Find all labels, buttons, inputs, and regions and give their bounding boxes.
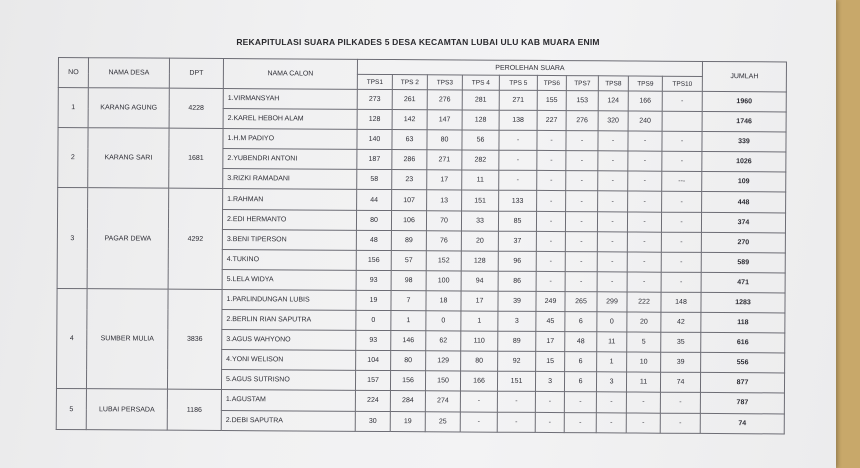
vote-cell: 94 <box>461 271 498 291</box>
vote-cell: 1 <box>391 311 426 331</box>
header-tps: TPS10 <box>662 76 702 91</box>
vote-cell: 133 <box>499 191 537 211</box>
candidate-name: 2.YUBENDRI ANTONI <box>223 149 357 170</box>
vote-cell: --- <box>662 172 702 192</box>
vote-cell: 80 <box>427 130 462 150</box>
vote-cell: 58 <box>357 170 392 190</box>
vote-cell: 100 <box>426 271 461 291</box>
vote-cell: 0 <box>426 311 461 331</box>
village-dpt: 1681 <box>169 128 223 189</box>
vote-cell: 92 <box>498 351 536 371</box>
vote-cell: 147 <box>427 110 462 130</box>
table-row <box>58 88 786 113</box>
vote-cell: 224 <box>355 391 390 411</box>
vote-cell: 3 <box>498 311 536 331</box>
vote-cell: 124 <box>598 91 628 111</box>
vote-cell: - <box>598 151 628 171</box>
vote-cell: - <box>536 231 565 251</box>
vote-cell: 10 <box>627 352 661 372</box>
vote-cell: 98 <box>391 270 426 290</box>
village-no: 1 <box>58 88 88 128</box>
vote-cell: 299 <box>597 292 627 312</box>
vote-cell: 18 <box>426 291 461 311</box>
vote-cell: - <box>499 130 537 150</box>
vote-cell: - <box>460 411 497 431</box>
vote-cell: 152 <box>426 251 461 271</box>
vote-cell: 187 <box>357 150 392 170</box>
vote-cell: - <box>660 393 700 413</box>
vote-recap-table <box>56 57 787 434</box>
vote-cell: 48 <box>565 332 597 352</box>
village-name: KARANG SARI <box>88 128 169 189</box>
vote-cell: 284 <box>390 391 425 411</box>
candidate-total: 877 <box>700 373 784 394</box>
vote-cell: - <box>565 251 597 271</box>
candidate-name: 2.BERLIN RIAN SAPUTRA <box>222 310 356 331</box>
vote-cell: 80 <box>391 351 426 371</box>
header-tps: TPS6 <box>537 75 566 90</box>
vote-cell: 3 <box>596 372 626 392</box>
vote-cell: - <box>627 212 661 232</box>
candidate-name: 4.YONI WELISON <box>222 350 356 371</box>
vote-cell: 86 <box>498 271 536 291</box>
vote-cell: - <box>598 191 628 211</box>
village-name: LUBAI PERSADA <box>86 389 167 430</box>
vote-cell: 249 <box>536 291 565 311</box>
header-tps: TPS 5 <box>499 75 537 90</box>
vote-cell: - <box>626 392 660 412</box>
vote-cell: 150 <box>425 371 460 391</box>
vote-cell: 166 <box>628 91 662 111</box>
vote-cell: 281 <box>462 90 499 110</box>
candidate-total: 787 <box>700 393 784 414</box>
vote-cell: 157 <box>355 371 390 391</box>
table-row <box>58 128 786 153</box>
vote-cell: 96 <box>498 251 536 271</box>
candidate-total: 74 <box>700 413 784 434</box>
vote-cell: 222 <box>627 292 661 312</box>
village-dpt: 3836 <box>167 289 222 390</box>
vote-cell: - <box>661 212 701 232</box>
vote-cell: - <box>536 251 565 271</box>
vote-cell: - <box>661 252 701 272</box>
candidate-name: 3.RIZKI RAMADANI <box>223 169 357 190</box>
vote-cell: - <box>626 412 660 432</box>
vote-cell: - <box>628 191 662 211</box>
candidate-total: 1283 <box>701 292 785 313</box>
vote-cell: - <box>597 272 627 292</box>
vote-cell: 155 <box>537 90 566 110</box>
vote-cell: 17 <box>461 291 498 311</box>
table-row <box>56 389 784 414</box>
vote-cell: 57 <box>391 250 426 270</box>
vote-cell: 11 <box>462 170 499 190</box>
vote-cell: - <box>661 272 701 292</box>
vote-cell: - <box>499 150 537 170</box>
vote-cell: 56 <box>462 130 499 150</box>
candidate-total: 1960 <box>702 91 786 112</box>
vote-cell: - <box>596 412 626 432</box>
candidate-total: 118 <box>701 312 785 333</box>
vote-cell: 107 <box>392 190 427 210</box>
vote-cell: 156 <box>390 371 425 391</box>
header-no: NO <box>58 58 88 88</box>
vote-cell: 153 <box>566 91 598 111</box>
vote-cell: - <box>565 271 597 291</box>
vote-cell: - <box>662 192 702 212</box>
vote-cell: - <box>628 131 662 151</box>
header-tps: TPS 2 <box>392 75 427 90</box>
candidate-total: 556 <box>701 353 785 374</box>
vote-cell: 320 <box>598 111 628 131</box>
header-tps: TPS7 <box>566 76 598 91</box>
vote-cell: 35 <box>661 332 701 352</box>
village-name: KARANG AGUNG <box>88 88 169 129</box>
candidate-name: 1.RAHMAN <box>223 189 357 210</box>
vote-cell: - <box>597 231 627 251</box>
vote-cell: - <box>535 392 564 412</box>
vote-cell: 11 <box>626 372 660 392</box>
header-nama-calon: NAMA CALON <box>223 59 357 90</box>
vote-cell: - <box>537 171 566 191</box>
vote-cell: 5 <box>627 332 661 352</box>
vote-cell: - <box>566 131 598 151</box>
vote-cell: - <box>598 131 628 151</box>
candidate-name: 1.H.M PADIYO <box>223 129 357 150</box>
vote-cell: 45 <box>536 311 565 331</box>
vote-cell: 89 <box>391 230 426 250</box>
header-tps: TPS 4 <box>462 75 499 90</box>
vote-cell: - <box>537 151 566 171</box>
vote-cell: - <box>564 392 596 412</box>
village-dpt: 1186 <box>167 390 221 431</box>
vote-cell: 282 <box>462 150 499 170</box>
candidate-name: 5.LELA WIDYA <box>222 269 356 290</box>
vote-cell: - <box>537 131 566 151</box>
vote-cell: 271 <box>499 90 537 110</box>
vote-cell: 274 <box>425 391 460 411</box>
vote-cell: - <box>536 211 565 231</box>
vote-cell: 110 <box>461 331 498 351</box>
vote-cell: 6 <box>565 352 597 372</box>
vote-cell: - <box>535 412 564 432</box>
vote-cell: 138 <box>499 110 537 130</box>
candidate-name: 1.PARLINDUNGAN LUBIS <box>222 289 356 310</box>
candidate-total: 448 <box>702 192 786 213</box>
vote-cell: - <box>497 392 535 412</box>
header-nama-desa: NAMA DESA <box>88 58 169 88</box>
candidate-name: 2.KAREL HEBOH ALAM <box>223 109 357 130</box>
vote-cell <box>662 111 702 131</box>
candidate-name: 3.BENI TIPERSON <box>222 229 356 250</box>
vote-cell: 62 <box>426 331 461 351</box>
vote-cell: 30 <box>355 411 390 431</box>
vote-cell: 76 <box>426 230 461 250</box>
candidate-name: 1.VIRMANSYAH <box>223 89 357 110</box>
vote-cell: 93 <box>356 330 391 350</box>
vote-cell: - <box>596 392 626 412</box>
village-dpt: 4228 <box>169 88 223 129</box>
vote-cell: - <box>597 252 627 272</box>
vote-cell: - <box>565 231 597 251</box>
vote-cell: 19 <box>356 290 391 310</box>
vote-cell: 37 <box>498 231 536 251</box>
vote-cell: 33 <box>461 211 498 231</box>
village-no: 5 <box>56 389 86 429</box>
vote-cell: - <box>627 272 661 292</box>
candidate-total: 471 <box>701 272 785 293</box>
vote-cell: 48 <box>356 230 391 250</box>
vote-cell: 6 <box>564 372 596 392</box>
vote-cell: 166 <box>460 371 497 391</box>
candidate-total: 109 <box>702 172 786 193</box>
vote-cell: - <box>460 391 497 411</box>
candidate-total: 374 <box>701 212 785 233</box>
vote-cell: - <box>662 151 702 171</box>
vote-cell: 261 <box>392 90 427 110</box>
candidate-total: 1026 <box>702 152 786 173</box>
vote-cell: 17 <box>536 332 565 352</box>
vote-cell: 227 <box>537 111 566 131</box>
header-tps: TPS1 <box>357 74 392 89</box>
vote-cell: - <box>628 151 662 171</box>
vote-cell: 265 <box>565 292 597 312</box>
vote-cell: 3 <box>535 372 564 392</box>
vote-cell: 63 <box>392 130 427 150</box>
vote-cell: - <box>661 232 701 252</box>
vote-cell: 1 <box>461 311 498 331</box>
vote-cell: 104 <box>356 351 391 371</box>
header-tps: TPS3 <box>427 75 462 90</box>
candidate-name: 2.DEBI SAPUTRA <box>221 410 355 431</box>
vote-cell: 80 <box>461 351 498 371</box>
vote-cell: - <box>537 191 566 211</box>
vote-cell: - <box>497 412 535 432</box>
village-no: 4 <box>56 288 87 389</box>
vote-cell: 240 <box>628 111 662 131</box>
village-no: 2 <box>58 128 88 188</box>
vote-cell: 273 <box>357 89 392 109</box>
vote-cell: 1 <box>597 352 627 372</box>
vote-cell: 156 <box>356 250 391 270</box>
vote-cell: - <box>566 171 598 191</box>
vote-cell: 276 <box>427 90 462 110</box>
vote-cell: - <box>628 171 662 191</box>
vote-cell: - <box>536 271 565 291</box>
vote-cell: 20 <box>461 231 498 251</box>
vote-cell: - <box>597 211 627 231</box>
header-dpt: DPT <box>169 58 223 88</box>
vote-cell: 128 <box>462 110 499 130</box>
vote-cell: 20 <box>627 312 661 332</box>
vote-cell: 15 <box>536 352 565 372</box>
vote-cell: - <box>499 171 537 191</box>
vote-cell: 70 <box>426 210 461 230</box>
vote-cell: 146 <box>391 331 426 351</box>
table-row <box>57 288 785 313</box>
vote-cell: 85 <box>498 211 536 231</box>
vote-cell: 6 <box>565 312 597 332</box>
vote-cell: 19 <box>390 411 425 431</box>
village-name: PAGAR DEWA <box>87 188 169 289</box>
vote-cell: 7 <box>391 290 426 310</box>
vote-cell: - <box>566 151 598 171</box>
vote-cell: 93 <box>356 270 391 290</box>
village-name: SUMBER MULIA <box>86 289 168 390</box>
village-no: 3 <box>57 188 88 289</box>
vote-cell: - <box>660 413 700 433</box>
village-dpt: 4292 <box>168 189 223 290</box>
header-tps: TPS8 <box>598 76 628 91</box>
header-perolehan-suara: PEROLEHAN SUARA <box>357 59 702 76</box>
candidate-total: 589 <box>701 252 785 273</box>
header-jumlah: JUMLAH <box>702 61 786 92</box>
vote-cell: 0 <box>597 312 627 332</box>
vote-cell: 128 <box>461 251 498 271</box>
vote-cell: - <box>627 232 661 252</box>
vote-cell: 13 <box>427 190 462 210</box>
candidate-total: 616 <box>701 333 785 354</box>
candidate-name: 3.AGUS WAHYONO <box>222 330 356 351</box>
vote-cell: 39 <box>661 352 701 372</box>
candidate-name: 2.EDI HERMANTO <box>222 209 356 230</box>
vote-cell: 80 <box>356 210 391 230</box>
vote-cell: - <box>662 131 702 151</box>
table-row <box>58 188 786 213</box>
vote-cell: 11 <box>597 332 627 352</box>
candidate-total: 1746 <box>702 112 786 133</box>
candidate-name: 5.AGUS SUTRISNO <box>221 370 355 391</box>
vote-cell: 128 <box>357 109 392 129</box>
vote-cell: 151 <box>497 372 535 392</box>
vote-cell: - <box>662 91 702 111</box>
vote-cell: - <box>565 211 597 231</box>
vote-cell: - <box>598 171 628 191</box>
candidate-name: 1.AGUSTAM <box>221 390 355 411</box>
vote-cell: 25 <box>425 411 460 431</box>
document-title: REKAPITULASI SUARA PILKADES 5 DESA KECAMTAN LUBAI ULU KAB MUARA ENIM <box>236 37 600 47</box>
vote-cell: 74 <box>660 372 700 392</box>
vote-cell: 42 <box>661 312 701 332</box>
vote-cell: 23 <box>392 170 427 190</box>
vote-cell: 148 <box>661 292 701 312</box>
vote-cell: - <box>627 252 661 272</box>
vote-cell: 129 <box>426 351 461 371</box>
vote-cell: 0 <box>356 310 391 330</box>
table-body <box>56 88 786 434</box>
vote-cell: 271 <box>427 150 462 170</box>
vote-cell: 286 <box>392 150 427 170</box>
candidate-total: 270 <box>701 232 785 253</box>
vote-cell: 89 <box>498 331 536 351</box>
vote-cell: 17 <box>427 170 462 190</box>
vote-cell: 276 <box>566 111 598 131</box>
candidate-name: 4.TUKINO <box>222 249 356 270</box>
vote-cell: - <box>564 412 596 432</box>
vote-cell: 44 <box>357 190 392 210</box>
vote-cell: 151 <box>462 190 499 210</box>
vote-cell: 140 <box>357 130 392 150</box>
vote-cell: 142 <box>392 110 427 130</box>
candidate-total: 339 <box>702 132 786 153</box>
vote-cell: 39 <box>498 291 536 311</box>
header-tps: TPS9 <box>628 76 662 91</box>
vote-cell: 106 <box>391 210 426 230</box>
vote-cell: - <box>566 191 598 211</box>
